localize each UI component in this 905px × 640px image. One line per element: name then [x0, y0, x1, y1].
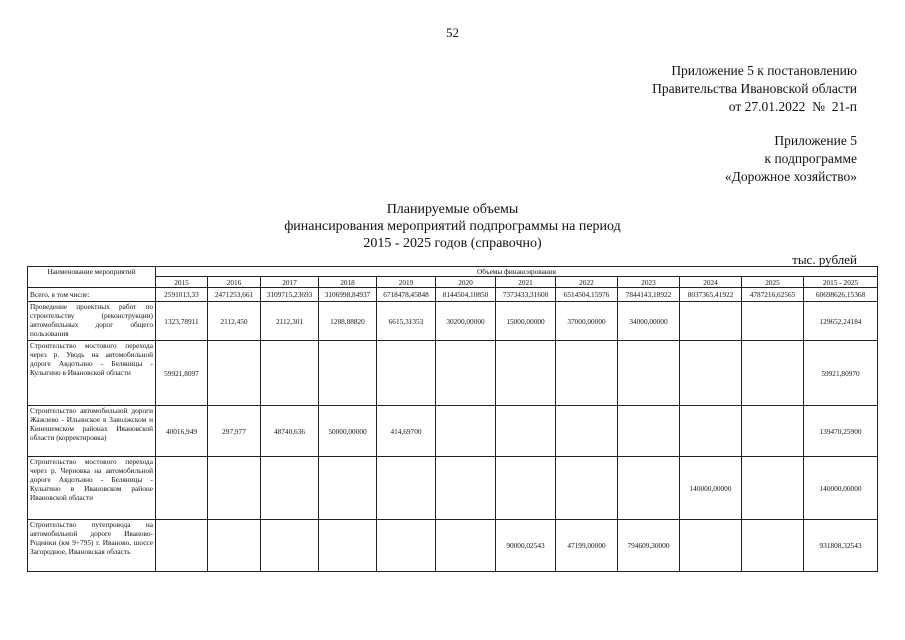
amount-cell: [319, 457, 377, 520]
amount-cell: 2112,301: [261, 302, 319, 341]
amount-cell: [156, 457, 208, 520]
year-header: 2019: [377, 277, 436, 288]
year-header: 2015 - 2025: [804, 277, 878, 288]
amount-cell: 1323,78911: [156, 302, 208, 341]
amount-cell: 60698626,15368: [804, 288, 878, 302]
table-row: [28, 341, 878, 406]
col-name-header: Наименование мероприятий: [28, 267, 156, 288]
amount-cell: [436, 341, 496, 406]
amount-cell: 3106998,84937: [319, 288, 377, 302]
col-funding-header: Объемы финансирования: [156, 267, 878, 277]
year-header: 2016: [208, 277, 261, 288]
amount-cell: 4787216,62565: [742, 288, 804, 302]
table-row: [28, 520, 878, 572]
table-row: [28, 406, 878, 457]
amount-cell: 1288,88820: [319, 302, 377, 341]
amount-cell: [556, 406, 618, 457]
amount-cell: 6514504,15976: [556, 288, 618, 302]
amount-cell: [496, 457, 556, 520]
amount-cell: 3109715,23693: [261, 288, 319, 302]
measure-name: Строительство автомобильной дороги Жажлево - Ильинское в Заволжском и Кинешемском районах Ивановской области (корректировка): [28, 406, 156, 457]
amount-cell: [319, 341, 377, 406]
year-header: 2025: [742, 277, 804, 288]
amount-cell: [618, 457, 680, 520]
amount-cell: [742, 457, 804, 520]
year-header: 2015: [156, 277, 208, 288]
amount-cell: 8037365,41922: [680, 288, 742, 302]
amount-cell: 140000,00000: [804, 457, 878, 520]
amount-cell: 297,977: [208, 406, 261, 457]
amount-cell: [436, 406, 496, 457]
year-header: 2024: [680, 277, 742, 288]
title-line2: финансирования мероприятий подпрограммы на период: [284, 219, 621, 234]
measure-name: Строительство путепровода на автомобильной дороге Иваново-Родники (км 9+795) г. Иваново, шоссе Загородное, Ивановская область: [28, 520, 156, 572]
amount-cell: [377, 341, 436, 406]
measure-name: Проведение проектных работ по строительству (реконструкции) автомобильных дорог общего пользования: [28, 302, 156, 341]
units-label: тыс. рублей: [792, 252, 857, 267]
amount-cell: 30200,00000: [436, 302, 496, 341]
amount-cell: [319, 520, 377, 572]
document-title: [0, 201, 905, 252]
amount-cell: 129652,24184: [804, 302, 878, 341]
year-header: 2023: [618, 277, 680, 288]
amount-cell: 59921,80970: [804, 341, 878, 406]
amount-cell: [156, 520, 208, 572]
appendix-subprogram-line1: Приложение 5: [774, 133, 857, 148]
amount-cell: 931808,32543: [804, 520, 878, 572]
amount-cell: 139470,25900: [804, 406, 878, 457]
appendix-subprogram: [725, 132, 857, 186]
year-header: 2018: [319, 277, 377, 288]
year-header: 2021: [496, 277, 556, 288]
amount-cell: 7373433,31600: [496, 288, 556, 302]
amount-cell: 50000,00000: [319, 406, 377, 457]
amount-cell: [680, 520, 742, 572]
amount-cell: [496, 341, 556, 406]
amount-cell: [261, 520, 319, 572]
amount-cell: 8144504,10850: [436, 288, 496, 302]
amount-cell: [261, 341, 319, 406]
amount-cell: [618, 341, 680, 406]
amount-cell: [208, 457, 261, 520]
year-header: 2020: [436, 277, 496, 288]
amount-cell: [680, 302, 742, 341]
amount-cell: [377, 520, 436, 572]
amount-cell: 59921,8097: [156, 341, 208, 406]
amount-cell: 90000,02543: [496, 520, 556, 572]
table-row: [28, 457, 878, 520]
appendix-decree-line2: Правительства Ивановской области: [652, 81, 857, 96]
measure-name: Всего, в том числе:: [28, 288, 156, 302]
amount-cell: 40016,949: [156, 406, 208, 457]
amount-cell: [680, 406, 742, 457]
amount-cell: [742, 302, 804, 341]
page-number: 52: [446, 25, 459, 40]
amount-cell: 2112,450: [208, 302, 261, 341]
appendix-decree: [652, 62, 857, 116]
table-row: [28, 302, 878, 341]
amount-cell: [680, 341, 742, 406]
table-total-row: [28, 288, 878, 302]
amount-cell: 140000,00000: [680, 457, 742, 520]
measure-name: Строительство мостового перехода через р. Черновка на автомобильной дороге Авдотьино - Беляницы - Кулыгино в Ивановском районе Ивановской области: [28, 457, 156, 520]
amount-cell: [556, 457, 618, 520]
amount-cell: 6615,31353: [377, 302, 436, 341]
amount-cell: 6718478,45848: [377, 288, 436, 302]
title-line1: Планируемые объемы: [386, 202, 519, 217]
amount-cell: 37000,00000: [556, 302, 618, 341]
amount-cell: 2471253,661: [208, 288, 261, 302]
appendix-decree-line1: Приложение 5 к постановлению: [671, 63, 857, 78]
appendix-subprogram-line3: «Дорожное хозяйство»: [724, 169, 857, 184]
amount-cell: [208, 520, 261, 572]
financing-table: [27, 266, 878, 572]
year-header: 2017: [261, 277, 319, 288]
amount-cell: 414,69700: [377, 406, 436, 457]
appendix-subprogram-line2: к подпрограмме: [764, 151, 857, 166]
amount-cell: 15000,00000: [496, 302, 556, 341]
amount-cell: [436, 457, 496, 520]
amount-cell: [436, 520, 496, 572]
amount-cell: 34000,00000: [618, 302, 680, 341]
measure-name: Строительство мостового перехода через р. Уводь на автомобильной дороге Авдотьино - Беляницы - Кулыгино в Ивановской области: [28, 341, 156, 406]
amount-cell: [742, 341, 804, 406]
amount-cell: 794609,30000: [618, 520, 680, 572]
amount-cell: [377, 457, 436, 520]
title-line3: 2015 - 2025 годов (справочно): [363, 236, 542, 251]
amount-cell: [618, 406, 680, 457]
amount-cell: [496, 406, 556, 457]
amount-cell: 47199,00000: [556, 520, 618, 572]
amount-cell: 2591013,33: [156, 288, 208, 302]
amount-cell: 48740,636: [261, 406, 319, 457]
amount-cell: [261, 457, 319, 520]
amount-cell: 7844143,18922: [618, 288, 680, 302]
appendix-decree-line3: от 27.01.2022 № 21-п: [728, 99, 857, 114]
amount-cell: [556, 341, 618, 406]
year-header: 2022: [556, 277, 618, 288]
amount-cell: [742, 520, 804, 572]
amount-cell: [208, 341, 261, 406]
amount-cell: [742, 406, 804, 457]
